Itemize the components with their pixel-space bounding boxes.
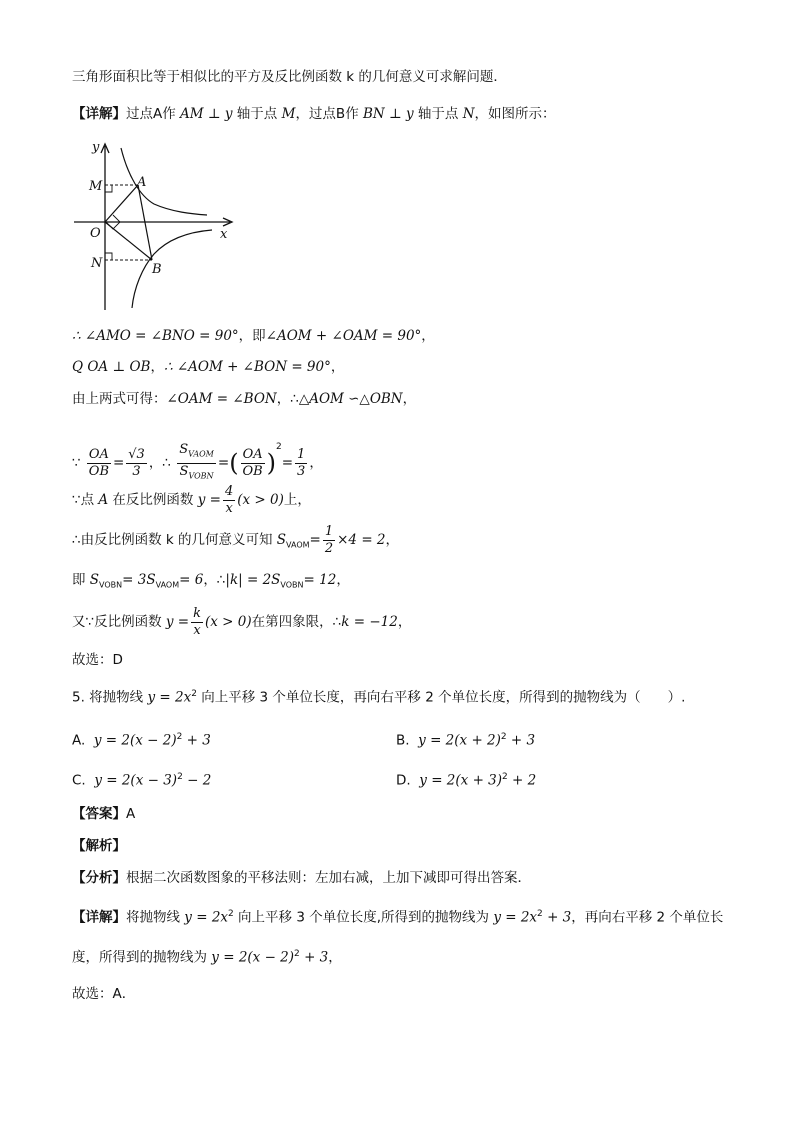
fraction-sqrt3 <box>126 447 147 480</box>
answer-value: A <box>126 806 136 822</box>
math: M <box>281 106 296 122</box>
step-4 <box>72 426 323 484</box>
math: k = −12 <box>341 614 398 630</box>
math: N <box>462 106 475 122</box>
answer-pick-1: 故选：D <box>72 652 123 668</box>
text: 过点A作 <box>126 106 181 122</box>
text: ，∴ <box>203 572 226 588</box>
text: ，过点B作 <box>295 106 363 122</box>
math: S <box>89 572 100 588</box>
math: + 3 <box>542 909 572 926</box>
denominator: x <box>193 622 201 638</box>
math: y = 2x <box>493 909 538 926</box>
fraction-area-ratio <box>177 442 216 484</box>
step-8 <box>72 602 411 642</box>
text: ∴由反比例函数 k 的几何意义可知 <box>72 532 277 548</box>
exponent: 2 <box>176 732 183 742</box>
numerator: k <box>193 605 202 621</box>
text: 轴于点 <box>413 106 463 122</box>
math: ∴ ∠AMO = ∠BNO = 90° <box>72 328 239 344</box>
math: = 6 <box>179 572 204 588</box>
numerator: 4 <box>224 483 234 499</box>
math: (x > 0) <box>205 614 252 630</box>
label-a: A <box>137 175 147 190</box>
right-angle-n <box>105 253 112 260</box>
text: ， <box>336 572 350 588</box>
option-math-tail: + 3 <box>182 732 211 749</box>
text: 向上平移 3 个单位长度,所得到的抛物线为 <box>233 909 494 926</box>
text: 由上两式可得： <box>72 391 167 407</box>
numerator: $S_{VAOM}$ <box>177 442 216 464</box>
text: 根据二次函数图象的平移法则：左加右减，上加下减即可得出答案． <box>126 870 531 886</box>
subscript: VAOM <box>286 540 310 550</box>
text: 将抛物线 <box>126 909 185 926</box>
text: 在第四象限，∴ <box>251 614 342 630</box>
fraction-oa-ob <box>87 447 111 480</box>
option-letter: C. <box>72 772 86 789</box>
label-o: O <box>90 226 101 241</box>
answer-line <box>72 804 135 824</box>
option-math: y = 2(x + 2) <box>418 732 501 749</box>
fraction-1-2 <box>323 524 335 557</box>
math: y = 2x <box>184 909 229 926</box>
math: y = <box>165 614 190 630</box>
hyperbola-branch-q1 <box>121 148 207 215</box>
math: + 3 <box>299 949 329 966</box>
math: = <box>217 455 230 471</box>
exponent: 2 <box>537 909 543 919</box>
segment-oa <box>105 185 138 222</box>
denominator: OB <box>242 463 263 479</box>
step-7 <box>72 570 350 596</box>
label-y: y <box>92 140 100 155</box>
denominator: x <box>225 500 233 516</box>
math: = 3S <box>122 572 156 588</box>
fraction-oa-ob-squared <box>241 447 265 480</box>
fraction-k-x <box>191 606 203 639</box>
text: 将抛物线 <box>84 689 148 706</box>
numerator: OA <box>88 446 109 462</box>
math: ∠AOM + ∠OAM = 90° <box>265 328 422 344</box>
text: ， <box>397 614 412 630</box>
math: ×4 = 2 <box>337 532 386 548</box>
because-symbol: ∵ <box>72 455 81 471</box>
exponent: 2 <box>502 772 508 782</box>
text: ， <box>330 359 345 375</box>
intro-line: 三角形面积比等于相似比的平方及反比例函数 k 的几何意义可求解问题． <box>72 69 507 85</box>
text: 上， <box>283 492 311 508</box>
fraction-one-third <box>295 447 307 480</box>
text: 度，所得到的抛物线为 <box>72 949 212 966</box>
math: ∠OAM = ∠BON <box>166 391 277 407</box>
text: ， <box>328 949 342 966</box>
step-1 <box>72 326 435 346</box>
label-n: N <box>91 256 103 271</box>
fenxi-label: 【分析】 <box>72 870 126 886</box>
detail-label: 【详解】 <box>72 106 126 122</box>
numerator: 1 <box>297 446 306 462</box>
denominator: OB <box>88 463 110 479</box>
text: ， <box>385 532 400 548</box>
numerator: √3 <box>128 446 145 462</box>
option-math: y = 2(x − 2) <box>93 732 177 749</box>
option-a[interactable] <box>72 727 211 751</box>
exponent: 2 <box>294 949 300 959</box>
math: AM ⊥ y <box>180 106 233 122</box>
detail2-line-2 <box>72 944 342 968</box>
fraction-4-x <box>223 484 235 517</box>
step-5 <box>72 480 311 520</box>
math: BN ⊥ y <box>363 106 414 122</box>
option-letter: D. <box>396 772 411 789</box>
math: = <box>309 532 321 548</box>
denominator: 2 <box>324 540 334 556</box>
text: ∵点 <box>72 492 99 508</box>
exponent: 2 <box>228 909 234 919</box>
math: △AOM ∽△OBN <box>298 391 403 407</box>
label-x: x <box>220 227 228 242</box>
math: S <box>276 532 287 548</box>
label-m: M <box>89 179 103 194</box>
option-letter: B. <box>396 732 410 749</box>
hyperbola-figure <box>72 136 242 316</box>
option-math-tail: − 2 <box>182 772 212 789</box>
text: ，∴ <box>148 455 171 471</box>
denominator: 3 <box>132 463 141 479</box>
math: y = 2x <box>147 689 192 706</box>
subscript: VAOM <box>155 580 180 590</box>
text: ，∴ <box>276 391 299 407</box>
text: ，再向右平移 2 个单位长 <box>571 909 724 926</box>
option-math-tail: + 3 <box>506 732 536 749</box>
detail2-line-1 <box>72 904 723 928</box>
text: 又∵反比例函数 <box>72 614 166 630</box>
text: ， <box>309 455 323 471</box>
step-3 <box>72 389 416 409</box>
paren-close: ) <box>266 449 276 477</box>
text: ，如图所示： <box>474 106 556 122</box>
math: A <box>98 492 109 508</box>
math: (x > 0) <box>237 492 284 508</box>
exponent: 2 <box>275 442 282 452</box>
math: y = <box>197 492 221 508</box>
text: 在反比例函数 <box>108 492 198 508</box>
exponent: 2 <box>191 689 197 699</box>
denominator: 3 <box>297 463 306 479</box>
math: y = 2(x − 2) <box>211 949 295 966</box>
text: 即 <box>72 572 90 588</box>
exponent: 2 <box>177 772 183 782</box>
right-angle-m <box>105 185 112 192</box>
math: Q OA ⊥ OB <box>72 359 151 375</box>
step-6 <box>72 520 399 566</box>
step-2 <box>72 357 344 377</box>
subscript: VOBN <box>99 580 123 590</box>
option-math-tail: + 2 <box>507 772 537 789</box>
answer-label: 【答案】 <box>72 806 126 822</box>
text: ， <box>150 359 164 375</box>
answer-pick-2: 故选：A． <box>72 986 136 1002</box>
option-d[interactable] <box>396 767 536 791</box>
math: = <box>281 455 294 471</box>
analysis-label: 【解析】 <box>72 838 126 854</box>
question-5 <box>72 684 685 708</box>
math: |k| = 2S <box>225 572 281 588</box>
exponent: 2 <box>500 732 507 742</box>
paren-open: ( <box>229 449 239 477</box>
math: = 12 <box>303 572 337 588</box>
label-b: B <box>152 262 162 277</box>
detail-line-1 <box>72 104 556 124</box>
subscript: VOBN <box>280 580 304 590</box>
text: ，即 <box>238 328 266 344</box>
text: ， <box>421 328 435 344</box>
fenxi-line <box>72 868 531 888</box>
text: 轴于点 <box>232 106 282 122</box>
denominator: $S_{VOBN}$ <box>179 463 214 481</box>
option-letter: A. <box>72 732 86 749</box>
option-math: y = 2(x + 3) <box>419 772 503 789</box>
numerator: 1 <box>324 523 334 539</box>
option-c[interactable] <box>72 767 211 791</box>
question-number: 5. <box>72 689 85 706</box>
hyperbola-branch-q4 <box>132 230 212 308</box>
text: ， <box>402 391 417 407</box>
math: ∴ ∠AOM + ∠BON = 90° <box>163 359 331 375</box>
detail-label: 【详解】 <box>72 909 126 926</box>
text: 向上平移 3 个单位长度，再向右平移 2 个单位长度，所得到的抛物线为（ ）. <box>196 689 686 706</box>
option-b[interactable] <box>396 727 535 751</box>
numerator: OA <box>242 446 263 462</box>
math: = <box>112 455 125 471</box>
option-math: y = 2(x − 3) <box>94 772 178 789</box>
